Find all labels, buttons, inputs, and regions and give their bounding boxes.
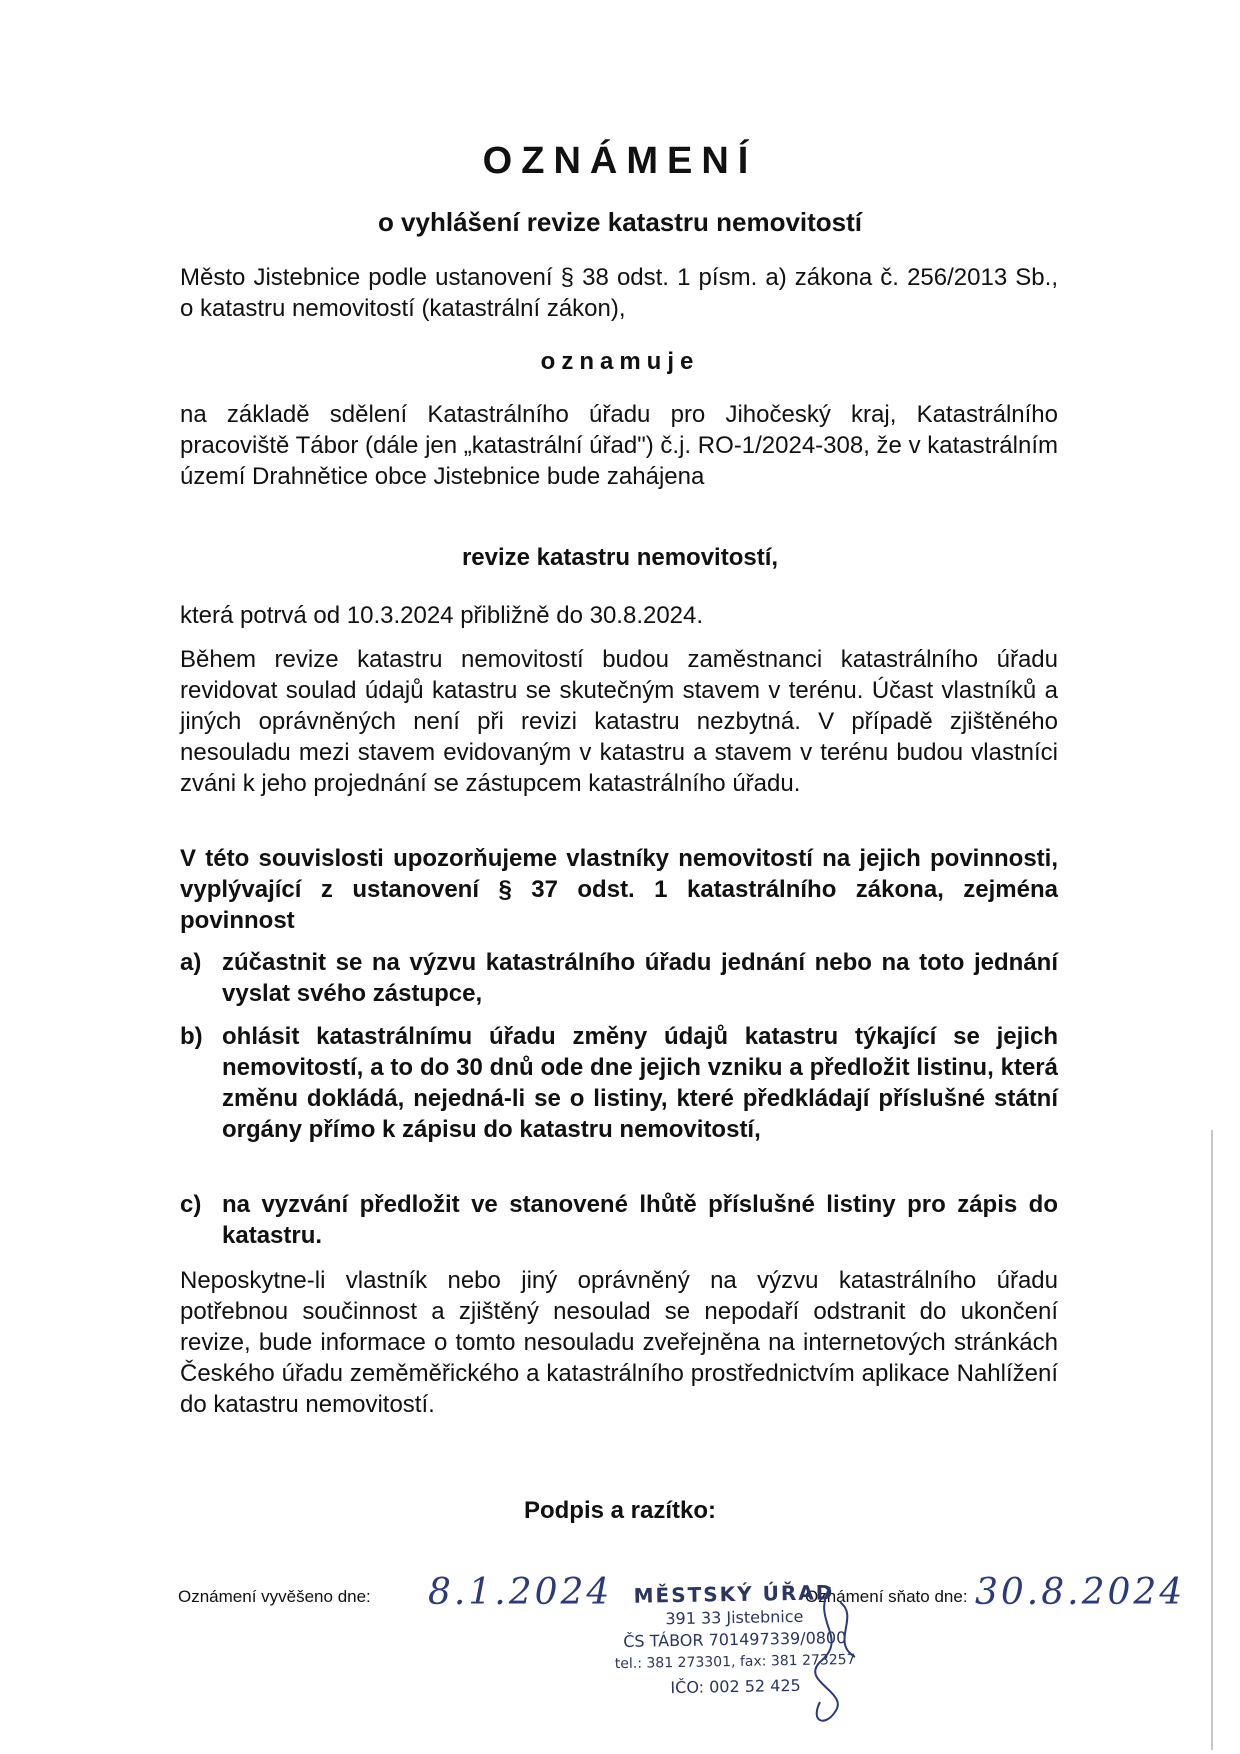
- scan-edge-line: [1211, 1130, 1213, 1750]
- document-title: OZNÁMENÍ: [482, 140, 758, 182]
- signature-label: Podpis a razítko:: [523, 1497, 717, 1524]
- duty-marker: a): [180, 949, 202, 976]
- duty-item-c: [180, 1189, 1058, 1251]
- stamp-line: 391 33 Jistebnice: [665, 1606, 804, 1629]
- duty-marker: b): [180, 1023, 203, 1050]
- document-subtitle: o vyhlášení revize katastru nemovitostí: [377, 207, 863, 237]
- removed-date: 30.8.2024: [975, 1572, 1186, 1613]
- duty-text: na vyzvání předložit ve stanovené lhůtě příslušné listiny pro zápis do katastru.: [222, 1191, 1058, 1249]
- duration-paragraph: která potrvá od 10.3.2024 přibližně do 30.8.2024.: [180, 602, 704, 629]
- stamp-line: MĚSTSKÝ ÚŘAD: [633, 1580, 835, 1608]
- during-paragraph: Během revize katastru nemovitostí budou zaměstnanci katastrálního úřadu revidovat soulad údajů katastru se skutečným stavem v terénu. Účast vlastníků a jiných oprávněných není při revizi katastru nezbytná. V případě zjištěného nesouladu mezi stavem evidovaným v katastru a stavem v terénu budou vlastníci zváni k jeho projednání se zástupcem katastrálního úřadu.: [180, 646, 1058, 797]
- announces-word: oznamuje: [540, 348, 700, 375]
- posted-label: Oznámení vyvěšeno dne:: [178, 1587, 371, 1606]
- duty-item-b: [180, 1021, 1058, 1145]
- duty-text: zúčastnit se na výzvu katastrálního úřadu jednání nebo na toto jednání vyslat svého zástupce,: [222, 949, 1058, 1007]
- stamp-line: ČS TÁBOR 701497339/0800: [623, 1628, 847, 1651]
- handwritten-signature: [790, 1582, 880, 1732]
- intro-paragraph: Město Jistebnice podle ustanovení § 38 odst. 1 písm. a) zákona č. 256/2013 Sb., o katastru nemovitostí (katastrální zákon),: [180, 264, 1058, 322]
- posted-date: 8.1.2024: [428, 1572, 613, 1613]
- stamp-line: tel.: 381 273301, fax: 381 273257: [614, 1651, 856, 1673]
- duty-text: ohlásit katastrálnímu úřadu změny údajů katastru týkající se jejich nemovitostí, a to do 30 dnů ode dne jejich vzniku a předložit listinu, která změnu dokládá, nejedná-li se o listiny, které předkládají příslušné státní orgány přímo k zápisu do katastru nemovitostí,: [222, 1023, 1058, 1143]
- duty-marker: c): [180, 1191, 202, 1218]
- duty-item-a: [180, 947, 1058, 1009]
- closing-paragraph: Neposkytne-li vlastník nebo jiný oprávněný na výzvu katastrálního úřadu potřebnou součinnost a zjištěný nesoulad se nepodaří odstranit do ukončení revize, bude informace o tomto nesouladu zveřejněna na internetových stránkách Českého úřadu zeměměřického a katastrálního prostřednictvím aplikace Nahlížení do katastru nemovitostí.: [180, 1267, 1058, 1418]
- notice-paragraph: V této souvislosti upozorňujeme vlastníky nemovitostí na jejich povinnosti, vyplývající z ustanovení § 37 odst. 1 katastrálního zákona, zejména povinnost: [180, 845, 1058, 934]
- stamp-line: IČO: 002 52 425: [670, 1675, 801, 1698]
- removed-label: Oznámení sňato dne:: [805, 1587, 968, 1606]
- basis-paragraph: na základě sdělení Katastrálního úřadu pro Jihočeský kraj, Katastrálního pracoviště Tábor (dále jen „katastrální úřad") č.j. RO-1/2024-308, že v katastrálním území Drahnětice obce Jistebnice bude zahájena: [180, 401, 1058, 490]
- subject-heading: revize katastru nemovitostí,: [461, 544, 779, 571]
